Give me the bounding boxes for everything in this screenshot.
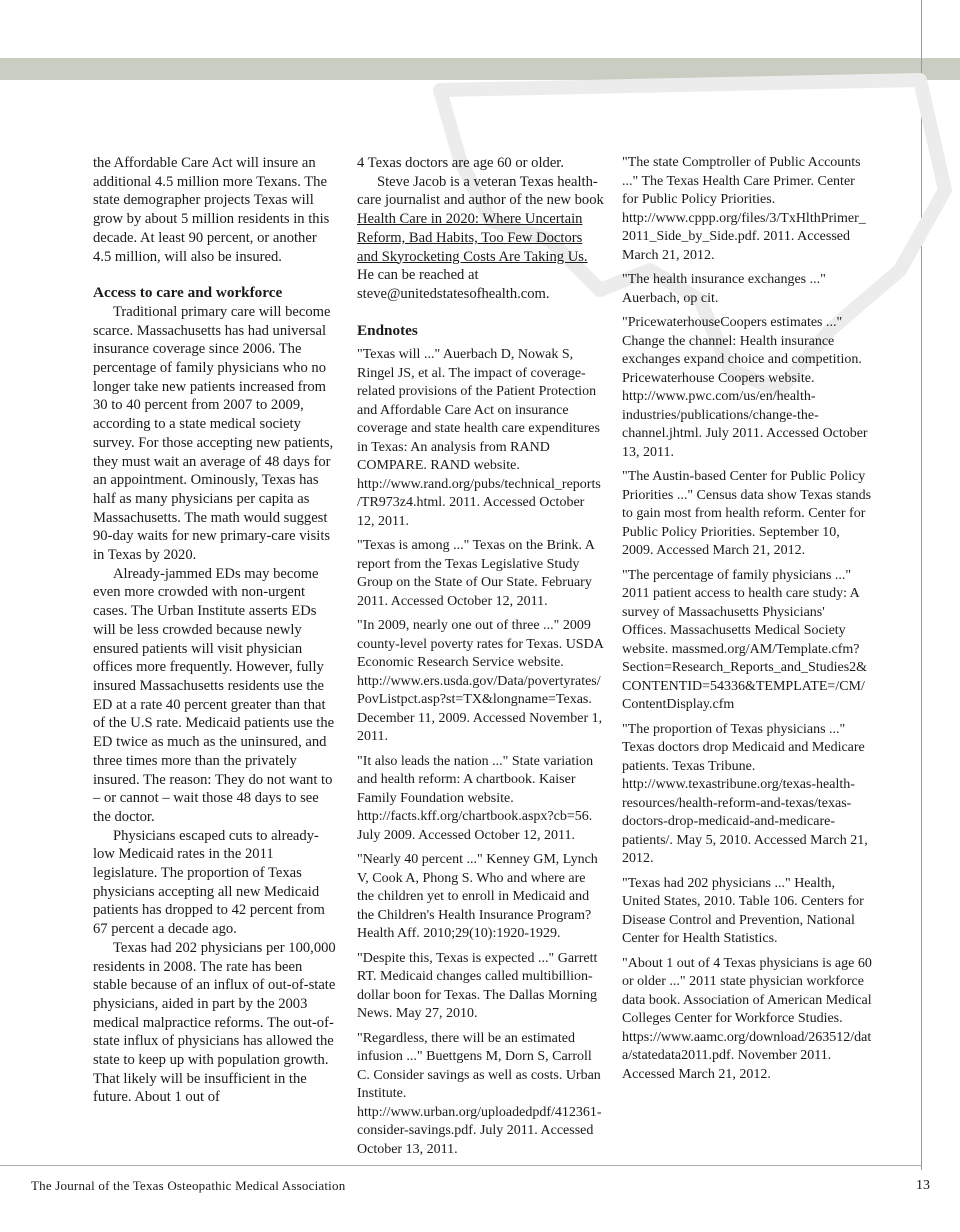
body-paragraph: Texas had 202 physicians per 100,000 residents in 2008. The rate has been stable because of an influx of out-of-state physicians, aided in part by the 2003 medical malpractice reforms. The out-of-state influx of physicians has allowed the state to keep up with population growth. That likely will be insufficient in the future. About 1 out of [93, 939, 336, 1106]
endnote: "It also leads the nation ..." State variation and health reform: A chartbook. Kaiser Family Foundation website. http://facts.kff.org/chartbook.aspx?cb=56. July 2009. Accessed October 12, 2011. [357, 753, 594, 843]
page-number: 13 [916, 1178, 930, 1193]
endnote: "The percentage of family physicians ..." 2011 patient access to health care study: A survey of Massachusetts Physicians' Offices. Massachusetts Medical Society website. massmed.org/AM/Template.cfm?Section=Research_Reports_and_Studies2&CONTENTID=54336&TEMPLATE=/CM/ContentDisplay.cfm [622, 567, 868, 712]
endnote: "Texas is among ..." Texas on the Brink. A report from the Texas Legislative Study Group on the State of Our State. February 2011. Accessed October 12, 2011. [357, 538, 595, 609]
endnote: "Texas had 202 physicians ..." Health, United States, 2010. Table 106. Centers for Disease Control and Prevention, National Center for Health Statistics. [622, 875, 864, 946]
endnote: "PricewaterhouseCoopers estimates ..." Change the channel: Health insurance exchanges expand choice and competition. Pricewaterhouse Coopers website. http://www.pwc.com/us/en/health-industries/publications/change-the-channel.jhtml. July 2011. Accessed October 13, 2011. [622, 315, 868, 460]
body-paragraph: 4 Texas doctors are age 60 or older. [357, 155, 565, 171]
endnotes-heading: Endnotes [357, 321, 418, 339]
column-right [622, 154, 872, 1090]
endnote: "About 1 out of 4 Texas physicians is age 60 or older ..." 2011 state physician workforce data book. Association of American Medical Colleges Center for Workforce Studies. https://www.aamc.org/download/263512/data/statedata2011.pdf. November 2011. Accessed March 21, 2012. [622, 955, 872, 1082]
endnote: "In 2009, nearly one out of three ..." 2009 county-level poverty rates for Texas. USDA Economic Research Service website. http://www.ers.usda.gov/Data/povertyrates/PovListpct.asp?st=TX&longname=Texas. December 11, 2009. Accessed November 1, 2011. [357, 618, 604, 745]
endnote: "Texas will ..." Auerbach D, Nowak S, Ringel JS, et al. The impact of coverage-related provisions of the Patient Protection and Affordable Care Act on insurance coverage and state health care expenditures in Texas: An analysis from RAND COMPARE. RAND website. http://www.rand.org/pubs/technical_reports/TR973z4.html. 2011. Accessed October 12, 2011. [357, 347, 601, 529]
endnote: "The health insurance exchanges ..." Auerbach, op cit. [622, 272, 826, 306]
body-paragraph: Traditional primary care will become scarce. Massachusetts has had universal insurance coverage since 2006. The percentage of family physicians who no longer take new patients increased from 30 to 40 percent from 2007 to 2009, according to a state medical society survey. For those accepting new patients, they must wait an average of 48 days for an appointment. Ominously, Texas has half as many physicians per capita as Massachusetts. The math would suggest 90-day waits for new primary-care visits in Texas by 2020. [93, 303, 334, 564]
column-left [93, 154, 336, 1107]
body-paragraph: Physicians escaped cuts to already-low Medicaid rates in the 2011 legislature. The proportion of Texas physicians accepting all new Medicaid patients has dropped to 42 percent from 67 percent a decade ago. [93, 827, 325, 938]
bio-contact: He can be reached at steve@unitedstatesofhealth.com. [357, 267, 550, 302]
body-paragraph: Already-jammed EDs may become even more crowded with non-urgent cases. The Urban Institute asserts EDs will be less crowded because newly ensured patients will visit physician offices more frequently. However, fully insured Massachusetts residents use the ED at a rate 40 percent greater than that of the U.S rate. Medicaid patients use the ED twice as much as the uninsured, and three times more than the privately insured. The reason: They do not want to – or cannot – wait those 48 days to see the doctor. [93, 565, 335, 825]
body-paragraph: the Affordable Care Act will insure an additional 4.5 million more Texans. The state demographer projects Texas will grow by about 5 million residents in this decade. At least 90 percent, or another 4.5 million, will also be insured. [93, 155, 330, 265]
endnote: "Nearly 40 percent ..." Kenney GM, Lynch V, Cook A, Phong S. Who and where are the children yet to enroll in Medicaid and the Children's Health Insurance Program? Health Aff. 2010;29(10):1920-1929. [357, 852, 598, 942]
endnote: "The Austin-based Center for Public Policy Priorities ..." Census data show Texas stands to gain most from health reform. Center for Public Policy Priorities. September 10, 2009. Accessed March 21, 2012. [622, 469, 872, 558]
endnote: "The proportion of Texas physicians ..." Texas doctors drop Medicaid and Medicare patients. Texas Tribune. http://www.texastribune.org/texas-health-resources/health-reform-and-texas/texas-doctors-drop-medicaid-and-medicare-patients/. May 5, 2010. Accessed March 21, 2012. [622, 721, 868, 866]
endnote: "The state Comptroller of Public Accounts ..." The Texas Health Care Primer. Center for Public Policy Priorities. http://www.cppp.org/files/3/TxHlthPrimer_2011_Side_by_Side.pdf. 2011. Accessed March 21, 2012. [622, 155, 866, 263]
author-bio [357, 173, 604, 304]
footer-rule [0, 1165, 922, 1166]
book-title: Health Care in 2020: Where Uncertain Reform, Bad Habits, Too Few Doctors and Skyrocketing Costs Are Taking Us. [357, 211, 588, 265]
column-middle [357, 154, 604, 1165]
endnote: "Regardless, there will be an estimated infusion ..." Buettgens M, Dorn S, Carroll C. Consider savings as well as costs. Urban Institute. http://www.urban.org/uploadedpdf/412361-consider-savings.pdf. July 2011. Accessed October 13, 2011. [357, 1030, 602, 1157]
bio-text: Steve Jacob is a veteran Texas health-care journalist and author of the new book [357, 173, 604, 209]
endnote: "Despite this, Texas is expected ..." Garrett RT. Medicaid changes called multibillion-dollar boon for Texas. The Dallas Morning News. May 27, 2010. [357, 950, 598, 1022]
section-heading: Access to care and workforce [93, 284, 283, 302]
footer-journal-title: The Journal of the Texas Osteopathic Medical Association [31, 1178, 346, 1193]
